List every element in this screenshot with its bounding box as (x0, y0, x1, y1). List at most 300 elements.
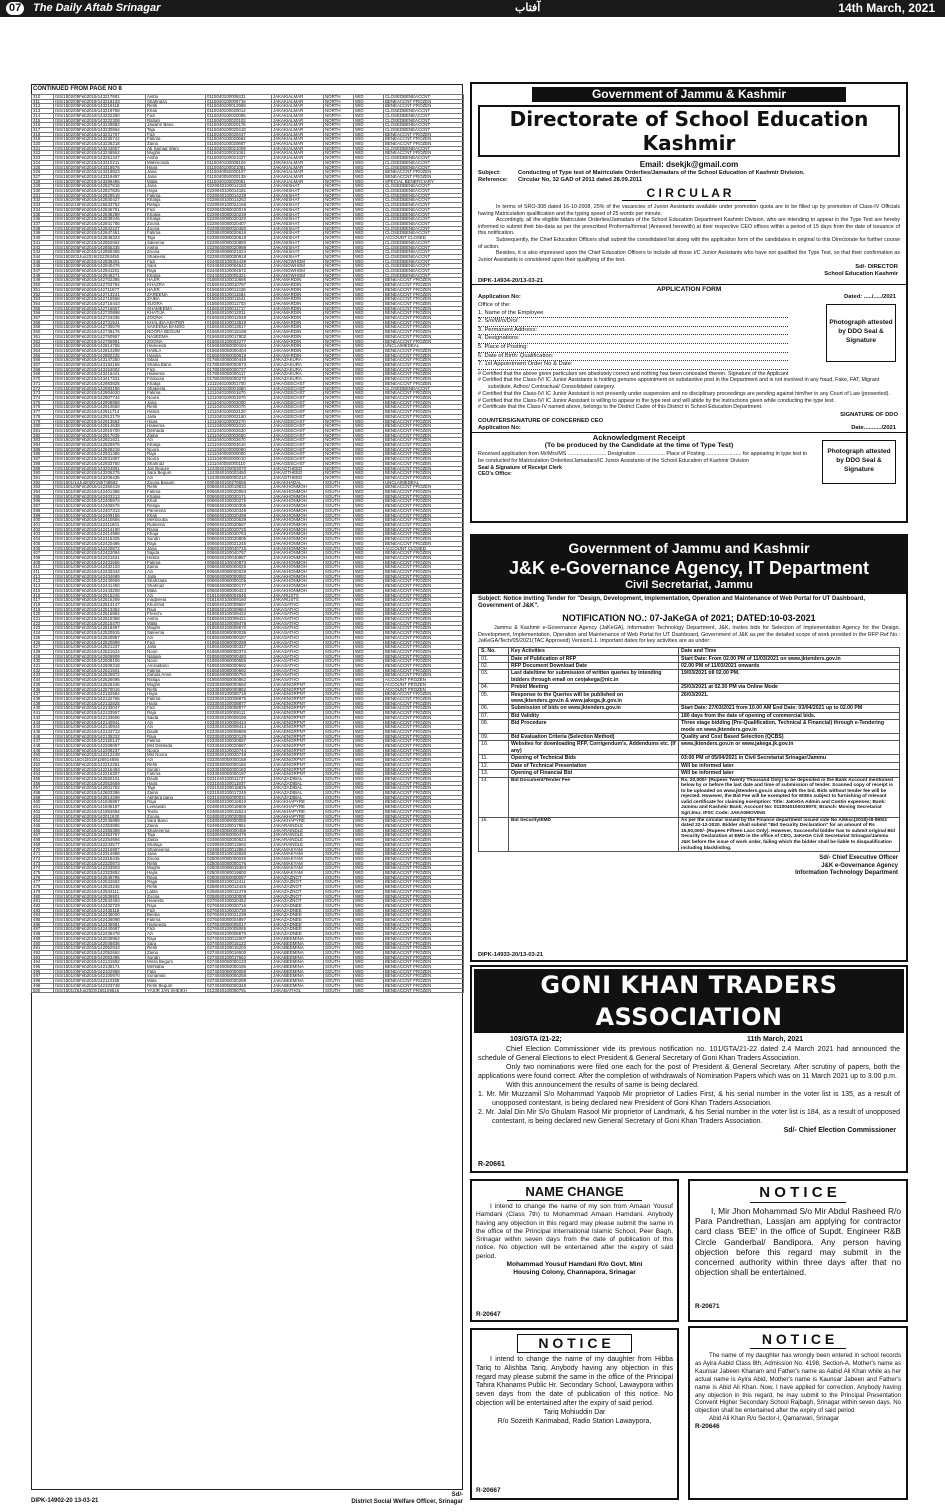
table-cell: 452 (32, 762, 54, 767)
table-cell: 0066040100021245 (206, 541, 272, 546)
table-cell: 405 (32, 541, 54, 546)
table-cell: WID (354, 635, 384, 640)
table-cell: ISS/1502/05Feb2019/142948271 (54, 273, 146, 278)
table-cell: Daulti (146, 729, 206, 734)
table-cell: JAKAKIALMAR (272, 179, 324, 184)
table-cell: WID (354, 170, 384, 175)
table-cell: Noora (146, 457, 206, 462)
table-cell: Malla (146, 621, 206, 626)
table-cell: SOUTH (324, 856, 354, 861)
table-cell: WID (354, 485, 384, 490)
table-cell: WID (354, 527, 384, 532)
table-cell: Jalla (146, 414, 206, 419)
table-cell: NORTH (324, 353, 354, 358)
table-cell: WID (354, 240, 384, 245)
table-cell: WID (354, 654, 384, 659)
table-cell: 0229040080020239 (206, 212, 272, 217)
table-cell: BENEACCNT FROZEN (384, 706, 464, 711)
key-dates-cell: 09. (479, 734, 509, 741)
table-cell: NORTH (324, 132, 354, 137)
key-dates-cell: 10. (479, 741, 509, 755)
table-cell: CLOSEDBENEACCNT (384, 386, 464, 391)
table-cell: JAKAMARDIN (272, 353, 324, 358)
table-cell: Freechi (146, 612, 206, 617)
table-cell: JAKAGEECHST (272, 400, 324, 405)
table-cell: BENEACCNT FROZEN (384, 965, 464, 970)
table-cell: JAKAKHADAL (272, 480, 324, 485)
table-cell: JAKANOWHOM (272, 269, 324, 274)
table-cell: Misra Begum (146, 960, 206, 965)
table-cell: BENEACCNT FROZEN (384, 668, 464, 673)
table-cell: BENEACCNT FROZEN (384, 419, 464, 424)
table-cell: JAKAKHONMOH (272, 532, 324, 537)
list-signatory: District Social Welfare Officer, Srinagar (351, 1499, 463, 1505)
table-cell: SOUTH (324, 711, 354, 716)
ad2-notification: NOTIFICATION NO.: 07-JaKeGA of 2021; DATED:10-03-2021 (562, 612, 816, 623)
table-cell: JAKAKIALMAR (272, 146, 324, 151)
table-cell: Azi (146, 635, 206, 640)
table-cell: JAKANISHAT (272, 203, 324, 208)
table-cell: 344 (32, 254, 54, 259)
table-cell: 449 (32, 748, 54, 753)
table-cell: WID (354, 697, 384, 702)
table-cell: NORTH (324, 151, 354, 156)
table-cell: SOUTH (324, 955, 354, 960)
table-cell: Khatija (146, 494, 206, 499)
table-cell: NORTH (324, 363, 354, 368)
table-cell: BENEACCNT FROZEN (384, 786, 464, 791)
table-cell: ISS/1501/05Feb2019/142434689 (54, 574, 146, 579)
table-cell: 0229040080020619 (206, 236, 272, 241)
key-dates-cell: Will be informed later (679, 770, 900, 777)
table-cell: Hameeda (146, 922, 206, 927)
table-cell: 422 (32, 621, 54, 626)
table-cell: Raja (146, 734, 206, 739)
table-cell: BENEACCNT FROZEN (384, 471, 464, 476)
table-cell: 0066040080000105 (206, 579, 272, 584)
table-cell: WID (354, 457, 384, 462)
table-cell: CLOSEDBENEACCNT (384, 250, 464, 255)
table-cell: 399 (32, 513, 54, 518)
table-cell: ISS/1502/05Feb2019/143147250 (54, 358, 146, 363)
table-cell: JAKAKHONMOH (272, 522, 324, 527)
key-dates-cell: Bid Validity (509, 712, 679, 719)
table-cell: ISS/1501/05Feb2019/142102968 (54, 969, 146, 974)
ad1-subject-label: Subject: (478, 170, 501, 176)
table-cell: 1211040100001870 (206, 391, 272, 396)
ad1-certificate-line: # Certified that the Class-IV/ IC Junior Assistants is holding genuine appointment on substantive post in the Department and is not involved in any fraud, Fake, FAT, Migrant substitute, Adhoc/ Contractual/ Consolidated category. (478, 377, 880, 391)
table-cell: BENEACCNT FROZEN (384, 612, 464, 617)
table-cell: JAKANOWHOM (272, 264, 324, 269)
table-cell: BENEACCNT FROZEN (384, 527, 464, 532)
table-cell: WID (354, 739, 384, 744)
table-cell: ISS/1502/05Feb2019/143222290 (54, 113, 146, 118)
table-cell: WID (354, 123, 384, 128)
table-cell: 0229040080000918 (206, 254, 272, 259)
table-cell: 467 (32, 833, 54, 838)
table-cell: JAKABEEMINA (272, 969, 324, 974)
table-cell: 0229040080020616 (206, 231, 272, 236)
table-cell: 1211040050000000 (206, 452, 272, 457)
table-cell: CLOSEDBENEACCNT (384, 193, 464, 198)
table-cell: SOUTH (324, 861, 354, 866)
table-cell: NORTH (324, 386, 354, 391)
table-cell: WID (354, 847, 384, 852)
table-cell: 424 (32, 631, 54, 636)
table-cell: JAKAKHONMOH (272, 494, 324, 499)
ad1-para-1: In terms of SRO-308 dated 16-10-2008, 25% of the vacancies of Junior Assistants available under promotion quota are to be filled up by promotion of Class-IV Officials having Matriculation qualification and the typing speed of 25 words per minute. (478, 204, 900, 217)
table-cell: NORTH (324, 156, 354, 161)
table-cell: BENEACCNT FROZEN (384, 875, 464, 880)
table-cell: Haleema (146, 424, 206, 429)
ad1-form-field: 7. 1st Appointment Order No & Date: (478, 361, 788, 370)
table-cell: BENEACCNT FROZEN (384, 358, 464, 363)
table-cell: ISS/1501/05Feb2019/142515259 (54, 598, 146, 603)
table-cell: 0066040080000029 (206, 570, 272, 575)
table-cell: WID (354, 160, 384, 165)
table-cell: WID (354, 687, 384, 692)
table-cell: 500 (32, 988, 54, 993)
table-cell: SOUTH (324, 664, 354, 669)
table-cell: JAKAGTHEED (272, 475, 324, 480)
table-cell: NORTH (324, 301, 354, 306)
table-cell: ISS/1501/05Feb2019/142513352 (54, 607, 146, 612)
table-cell: WID (354, 842, 384, 847)
table-cell: Firdousa (146, 377, 206, 382)
table-cell: JAKAENGRPNT (272, 687, 324, 692)
table-cell: 356 (32, 311, 54, 316)
table-cell: NORTH (324, 240, 354, 245)
table-cell: 487 (32, 927, 54, 932)
table-cell: Jalla (146, 645, 206, 650)
table-cell: WID (354, 918, 384, 923)
table-cell: ISS/1501/05Feb2019/142542463 (54, 899, 146, 904)
table-cell: SOUTH (324, 485, 354, 490)
table-cell: NORTH (324, 405, 354, 410)
table-cell: 1243040100003070 (206, 466, 272, 471)
table-cell: BENEACCNT FROZEN (384, 504, 464, 509)
table-cell: WID (354, 880, 384, 885)
table-cell: ISS/1502/05Feb2019/142940476 (54, 264, 146, 269)
key-dates-cell: Will be informed later (679, 762, 900, 769)
table-cell: 445 (32, 729, 54, 734)
table-cell: WID (354, 287, 384, 292)
table-cell: CLOSEDBENEACCNT (384, 146, 464, 151)
table-cell: BENEACCNT FROZEN (384, 880, 464, 885)
table-cell: BENEACCNT FROZEN (384, 941, 464, 946)
table-cell: JAKAZAZNOT (272, 899, 324, 904)
table-cell: 423 (32, 626, 54, 631)
table-cell: ISS/1502/05Feb2019/143231767 (54, 132, 146, 137)
table-cell: BENEACCNT FROZEN (384, 720, 464, 725)
table-cell: SOUTH (324, 847, 354, 852)
table-cell: JAKAKIALMAR (272, 99, 324, 104)
table-cell: CLOSEDBENEACCNT (384, 264, 464, 269)
table-cell: JAKARUSTS (272, 598, 324, 603)
table-cell: JAKASATHO (272, 664, 324, 669)
table-cell: Hajra (146, 419, 206, 424)
table-cell: NORTH (324, 184, 354, 189)
table-cell: ISS/1502/05Feb2019/142716667 (54, 306, 146, 311)
table-cell: Raja (146, 541, 206, 546)
table-cell: ISS/1501/05Feb2019/142409166 (54, 513, 146, 518)
table-cell: NORTH (324, 433, 354, 438)
table-cell: SAKEENA BANOO (146, 325, 206, 330)
table-cell: BENEACCNT FROZEN (384, 142, 464, 147)
table-cell: 494 (32, 960, 54, 965)
table-cell: WID (354, 325, 384, 330)
table-cell: 359 (32, 325, 54, 330)
table-cell: Mehbooba (146, 518, 206, 523)
table-cell: JAKAZADNEE (272, 903, 324, 908)
table-cell: SOUTH (324, 654, 354, 659)
table-cell: NOORA BEGUM (146, 330, 206, 335)
table-cell: ISS/1501/05Feb2019/142515894 (54, 612, 146, 617)
table-cell: ISS/1501/05Feb2019/142549785 (54, 875, 146, 880)
ad2-intro: Jammu & Kashmir e-Governance Agency (JaKeGA), Information Technology Department, J&K, invites bids for Selection of Implementation Agency for the Design, Development, Implementation, Operation and Maintenance of Web Portal for UT Dashboard, Government of J&K as per the detailed scope of work provided in the RFP Ref No.: JaKeGA/Tech/05/2021(TAC Approved) Version1.1. Important dates for key activities are as under: (478, 624, 900, 645)
table-cell: 0185040080000592 (206, 664, 272, 669)
table-cell: NORTH (324, 424, 354, 429)
table-cell: ISS/1501/05Feb2019/142100970 (54, 974, 146, 979)
table-cell: BENEACCNT FROZEN (384, 715, 464, 720)
table-cell: Fazi (146, 706, 206, 711)
ad1-photo-box-2: Photograph attested by DDO Seal & Signature (822, 440, 896, 484)
table-cell: 0250040080019383 (206, 866, 272, 871)
table-cell: JAKAGEECHST (272, 457, 324, 462)
table-cell: JAKAGEECHST (272, 405, 324, 410)
table-cell: JAKAZAKURA (272, 372, 324, 377)
table-cell: JAKABEEMINA (272, 974, 324, 979)
table-cell: 480 (32, 894, 54, 899)
table-cell: ISS/1501/05Feb2019/142515245 (54, 593, 146, 598)
table-cell: 1211040100002150 (206, 414, 272, 419)
table-cell: JAKAMARDIN (272, 348, 324, 353)
table-cell: JAKABEEMINA (272, 965, 324, 970)
key-dates-cell: 03:00 PM of 05/04/2021 in Civil Secretariat Srinagar/Jammu (679, 755, 900, 762)
table-cell: 482 (32, 903, 54, 908)
table-cell: WID (354, 903, 384, 908)
table-cell: Saleema (146, 240, 206, 245)
table-cell: JAKAKHONMOH (272, 584, 324, 589)
table-cell: ISS/1501/05Feb2019/142515358 (54, 617, 146, 622)
table-cell: JAKANOWHOM (272, 259, 324, 264)
table-cell: JAKABATHOL (272, 988, 324, 993)
table-cell: CLOSEDBENEACCNT (384, 95, 464, 100)
table-cell: 495 (32, 965, 54, 970)
table-cell: Fatima (146, 668, 206, 673)
table-cell: BENEACCNT FROZEN (384, 574, 464, 579)
ad1-form-field: 6. Date of Birth: Qualification: (478, 353, 788, 362)
table-cell: SOUTH (324, 739, 354, 744)
table-cell: Taja (146, 833, 206, 838)
table-cell: ISS/1501/05Feb2019/142333903 (54, 866, 146, 871)
table-cell: WID (354, 588, 384, 593)
table-cell: Fatima (146, 193, 206, 198)
table-cell: WID (354, 400, 384, 405)
table-cell: SOUTH (324, 908, 354, 913)
table-cell: Rehti (146, 485, 206, 490)
table-cell: WID (354, 772, 384, 777)
table-cell: Noora (146, 396, 206, 401)
table-cell: 412 (32, 574, 54, 579)
table-cell: 0233040050000182 (206, 762, 272, 767)
table-cell: SOUTH (324, 631, 354, 636)
table-cell: ISS/1501/05Feb2019/142414998 (54, 532, 146, 537)
table-cell: BENEACCNT FROZEN (384, 396, 464, 401)
table-cell: JAKAENGRPNT (272, 720, 324, 725)
table-cell: 404 (32, 537, 54, 542)
table-cell: ISS/1501/05Feb2019/142422094 (54, 551, 146, 556)
table-cell: NORTH (324, 118, 354, 123)
table-cell: SOUTH (324, 781, 354, 786)
table-cell: WID (354, 480, 384, 485)
table-cell: SOUTH (324, 903, 354, 908)
table-cell: JAKAKIALMAR (272, 165, 324, 170)
table-cell: 350 (32, 283, 54, 288)
table-cell: ISS/1501/05Feb2019/142414190 (54, 527, 146, 532)
table-cell: ISS/1501/05Feb2019/142052662 (54, 950, 146, 955)
table-cell: 463 (32, 814, 54, 819)
table-cell: JAKAENGRPNT (272, 692, 324, 697)
table-cell: WID (354, 494, 384, 499)
table-cell: JAKAMARDIN (272, 325, 324, 330)
table-cell: Hajra (146, 781, 206, 786)
table-cell: Mehtaba (146, 965, 206, 970)
table-cell: Nabala (146, 654, 206, 659)
table-cell: WID (354, 899, 384, 904)
table-cell: WID (354, 475, 384, 480)
table-cell: BENEACCNT FROZEN (384, 593, 464, 598)
table-cell: Zahida Amin (146, 673, 206, 678)
table-cell: ISS/1501/15Oct2019/126914656 (54, 758, 146, 763)
table-cell: BENEACCNT FROZEN (384, 602, 464, 607)
table-cell: ISS/1502/05Feb2019/143154166 (54, 363, 146, 368)
table-cell: ACCOUNT FROZEN (384, 682, 464, 687)
table-cell: ISS/1502/05Feb2019/142814765 (54, 344, 146, 349)
table-cell: Taja (146, 786, 206, 791)
table-cell: JAKAKHONMOH (272, 504, 324, 509)
table-cell: ISS/1502/05Feb2019/143218133 (54, 99, 146, 104)
table-cell: WID (354, 146, 384, 151)
table-cell: WID (354, 433, 384, 438)
table-cell: SOUTH (324, 880, 354, 885)
table-cell: CLOSEDBENEACCNT (384, 184, 464, 189)
table-cell: JAKASATHO (272, 621, 324, 626)
table-cell: 326 (32, 170, 54, 175)
table-cell: WID (354, 541, 384, 546)
table-cell: BENEACCNT FROZEN (384, 918, 464, 923)
table-cell: BENEACCNT FROZEN (384, 753, 464, 758)
table-cell: SOUTH (324, 894, 354, 899)
table-cell: Shahnaz (146, 584, 206, 589)
table-cell: WID (354, 645, 384, 650)
key-dates-cell: 11. (479, 755, 509, 762)
table-cell: 0156040100018198 (206, 330, 272, 335)
table-cell: 441 (32, 711, 54, 716)
table-cell: Rehti (146, 405, 206, 410)
table-cell: SOUTH (324, 555, 354, 560)
table-cell: WID (354, 546, 384, 551)
table-cell: 453 (32, 767, 54, 772)
table-cell: NORTH (324, 278, 354, 283)
ad7-title: N O T I C E (750, 1331, 846, 1349)
table-cell: JAKAENGRPNT (272, 744, 324, 749)
table-cell: JAKANISHAT (272, 217, 324, 222)
table-cell: JAKAMARDIN (272, 334, 324, 339)
table-cell: NORTH (324, 99, 354, 104)
table-cell: JAKAKHAPYRE (272, 809, 324, 814)
table-cell: NORTH (324, 419, 354, 424)
table-cell: Khati (146, 109, 206, 114)
table-cell: Shakeela (146, 254, 206, 259)
table-cell: ISS/1501/05Feb2019/142319445 (54, 856, 146, 861)
table-cell: JAKAKHAPYRE (272, 819, 324, 824)
table-cell: JAKAENGRPNT (272, 758, 324, 763)
table-cell: SOUTH (324, 499, 354, 504)
name-change-notice (470, 1179, 679, 1322)
table-cell: SOUTH (324, 753, 354, 758)
table-cell: Saleema (146, 631, 206, 636)
table-cell: WID (354, 565, 384, 570)
table-cell: WID (354, 974, 384, 979)
table-cell: ISS/1501/05Feb2019/142053485 (54, 955, 146, 960)
table-cell: WID (354, 231, 384, 236)
table-cell: ISS/1502/05Feb2019/143230864 (54, 127, 146, 132)
table-cell: ISS/1502/05Feb2019/142838289 (54, 212, 146, 217)
ad1-reference-label: Reference: (478, 177, 508, 183)
table-cell: SOUTH (324, 918, 354, 923)
table-cell: ISS/1501/05Feb2019/142436478 (54, 932, 146, 937)
table-cell: BENEACCNT FROZEN (384, 800, 464, 805)
table-cell: 0156040050000404 (206, 348, 272, 353)
table-cell: JAKAMARDIN (272, 278, 324, 283)
table-cell: WID (354, 602, 384, 607)
table-cell: BENEACCNT FROZEN (384, 767, 464, 772)
table-cell: WID (354, 871, 384, 876)
table-cell: ISS/1502/05Feb2019/142738176 (54, 330, 146, 335)
table-cell: WID (354, 744, 384, 749)
table-cell: ISS/1501/05Feb2019/142135171 (54, 965, 146, 970)
table-cell: Zoona (146, 250, 206, 255)
table-cell: Fazi (146, 927, 206, 932)
table-cell: ISS/1501/05Feb2019/142525872 (54, 673, 146, 678)
table-cell: 468 (32, 838, 54, 843)
table-cell: 0178040080000449 (206, 358, 272, 363)
table-cell: SOUTH (324, 565, 354, 570)
table-cell: JAKAKHAPYRE (272, 800, 324, 805)
table-cell: WID (354, 866, 384, 871)
table-cell: 365 (32, 353, 54, 358)
table-cell: 0066040100040873 (206, 560, 272, 565)
table-cell: ISS/1502/05Feb2019/142716443 (54, 301, 146, 306)
table-cell: 0115040100008104 (206, 160, 272, 165)
key-dates-cell: 07. (479, 712, 509, 719)
table-cell: ISS/1501/05Feb2019/142355398 (54, 828, 146, 833)
table-cell: 0229040080020407 (206, 221, 272, 226)
table-cell: WID (354, 306, 384, 311)
table-cell: CLOSEDBENEACCNT (384, 240, 464, 245)
table-cell: WID (354, 720, 384, 725)
key-dates-row (479, 770, 900, 777)
table-cell: 0249040050000479 (206, 833, 272, 838)
table-cell: NORTH (324, 269, 354, 274)
table-cell: ISS/1502/05Feb2019/142855365 (54, 250, 146, 255)
table-cell: JAKANISHAT (272, 212, 324, 217)
table-cell: ISS/1502/05Feb2019/142882225 (54, 353, 146, 358)
table-cell: WID (354, 414, 384, 419)
table-cell: WID (354, 960, 384, 965)
table-cell: Rehti (146, 762, 206, 767)
